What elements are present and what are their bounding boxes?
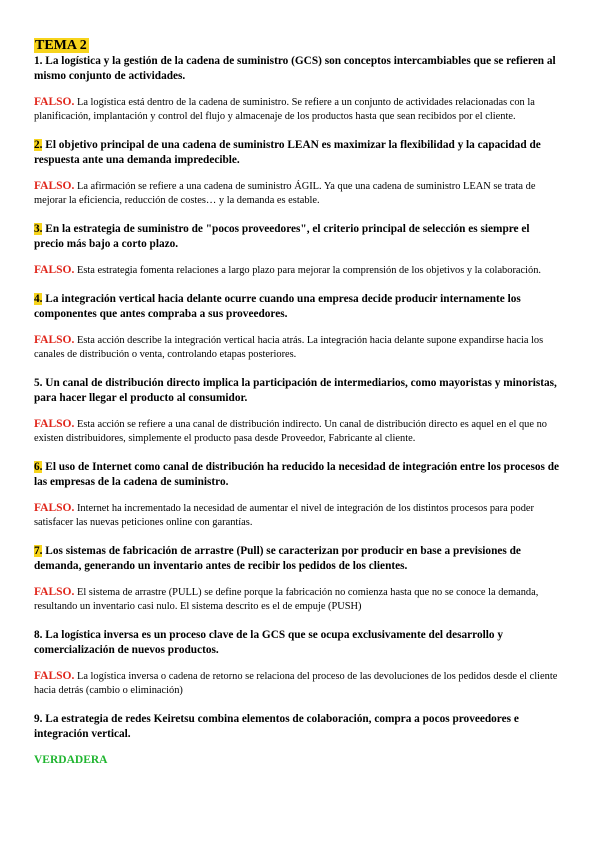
question-9: 9. La estrategia de redes Keiretsu combina elementos de colaboración, compra a pocos proveedores e integración vertical.: [34, 713, 519, 740]
question-number: 2.: [34, 139, 43, 151]
answer-text: Esta acción se refiere a una canal de distribución indirecto. Un canal de distribución directo es aquel en el que no existen distribuidores, simplemente el producto pasa desde Proveedor, Fabricante al cliente.: [34, 419, 547, 444]
question-text: El uso de Internet como canal de distribución ha reducido la necesidad de integración entre los procesos de las empresas de la cadena de suministro.: [34, 461, 560, 488]
answer-label: FALSO.: [34, 96, 75, 108]
answer-label: FALSO.: [34, 334, 75, 346]
answer-text: Esta acción describe la integración vertical hacia atrás. La integración hacia delante supone expandirse hacia los canales de distribución o venta, controlando etapas posteriores.: [34, 335, 544, 360]
document-page: [34, 36, 562, 767]
question-text: Los sistemas de fabricación de arrastre (Pull) se caracterizan por producir en base a previsiones de demanda, generando un inventario antes de recibir los pedidos de los clientes.: [34, 545, 521, 572]
question-number: 7.: [34, 545, 43, 557]
question-8: 8. La logística inversa es un proceso clave de la GCS que se ocupa exclusivamente del desarrollo y comercialización de nuevos productos.: [34, 629, 504, 656]
answer-label: FALSO.: [34, 586, 75, 598]
answer-1: [34, 95, 562, 124]
question-text: En la estrategia de suministro de "pocos proveedores", el criterio principal de selección es siempre el precio más bajo a corto plazo.: [34, 223, 530, 250]
question-text: El objetivo principal de una cadena de suministro LEAN es maximizar la flexibilidad y la capacidad de respuesta ante una demanda impredecible.: [34, 139, 541, 166]
page-title: TEMA 2: [35, 38, 87, 53]
answer-label: FALSO.: [34, 670, 75, 682]
question-1: 1. La logística y la gestión de la cadena de suministro (GCS) son conceptos intercambiables que se refieren al mismo conjunto de actividades.: [34, 55, 556, 82]
answer-label: FALSO.: [34, 180, 75, 192]
answer-5: [34, 417, 562, 446]
answer-7: [34, 585, 562, 614]
question-number: 6.: [34, 461, 43, 473]
answer-text: La logística inversa o cadena de retorno se relaciona del proceso de las devoluciones de los pedidos desde el cliente hacia detrás (cambio o eliminación): [34, 671, 558, 696]
question-text: La integración vertical hacia delante ocurre cuando una empresa decide producir internamente los componentes que antes compraba a sus proveedores.: [34, 293, 521, 320]
answer-3: [34, 263, 562, 278]
answer-text: Esta estrategia fomenta relaciones a largo plazo para mejorar la comprensión de los objetivos y la colaboración.: [74, 265, 542, 276]
answer-label: FALSO.: [34, 418, 75, 430]
question-5: 5. Un canal de distribución directo implica la participación de intermediarios, como mayoristas y minoristas, para hacer llegar el producto al consumidor.: [34, 377, 557, 404]
question-4: [34, 292, 562, 321]
answer-4: [34, 333, 562, 362]
answer-text: La afirmación se refiere a una cadena de suministro ÁGIL. Ya que una cadena de suministro LEAN se trata de mejorar la eficiencia, reducción de costes… y la demanda es estable.: [34, 181, 536, 206]
question-6: [34, 460, 562, 489]
answer-label: FALSO.: [34, 502, 75, 514]
answer-2: [34, 179, 562, 208]
answer-6: [34, 501, 562, 530]
question-3: [34, 222, 562, 251]
answer-8: [34, 669, 562, 698]
question-2: [34, 138, 562, 167]
question-number: 3.: [34, 223, 43, 235]
answer-label: FALSO.: [34, 264, 75, 276]
question-7: [34, 544, 562, 573]
answer-9-verdadera: VERDADERA: [34, 754, 108, 766]
answer-text: Internet ha incrementado la necesidad de aumentar el nivel de integración de los distintos procesos para poder satisfacer las nuevas peticiones online con garantías.: [34, 503, 534, 528]
answer-text: El sistema de arrastre (PULL) se define porque la fabricación no comienza hasta que no se conoce la demanda, resultando un inventario casi nulo. El sistema descrito es el de empuje (PUSH): [34, 587, 539, 612]
answer-text: La logística está dentro de la cadena de suministro. Se refiere a un conjunto de actividades relacionadas con la planificación, implantación y control del flujo y almacenaje de los productos hasta que sean recibidos por el cliente.: [34, 97, 535, 122]
question-number: 4.: [34, 293, 43, 305]
